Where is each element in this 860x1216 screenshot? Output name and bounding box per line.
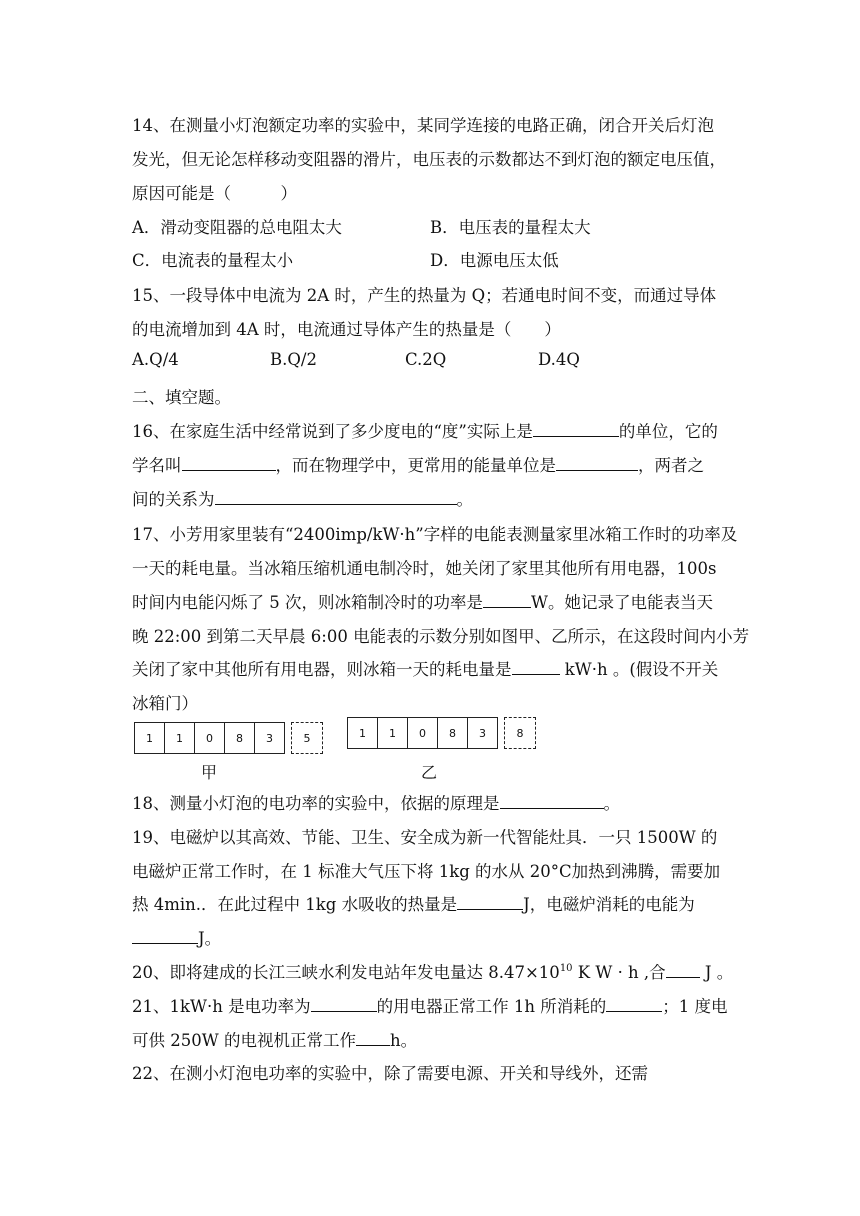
q18-blank-1[interactable]: [500, 791, 604, 809]
q18-text-a: 18、测量小灯泡的电功率的实验中，依据的原理是: [132, 794, 500, 813]
q19-line-4: [132, 925, 221, 949]
q16-line-2: [132, 452, 704, 476]
meter-jia-decimal: 5: [291, 722, 323, 754]
q15-option-b: B.Q/2: [270, 350, 317, 369]
meter-jia-digit: 0: [194, 722, 225, 754]
q17-line-6: 冰箱门）: [132, 694, 198, 713]
q18-line-1: [132, 790, 620, 814]
q19-blank-2[interactable]: [132, 926, 198, 944]
q14-line-3: 原因可能是（ ）: [132, 184, 297, 203]
q16-line-1: [132, 418, 718, 442]
q16-blank-3[interactable]: [556, 453, 638, 471]
q16-text-3a: 间的关系为: [132, 490, 215, 509]
meter-jia-digit: 3: [254, 722, 285, 754]
meter-yi-digit: 8: [437, 717, 468, 749]
q21-blank-3[interactable]: [356, 1028, 390, 1046]
q17-line-5: [132, 656, 718, 680]
meter-jia-digit: 1: [164, 722, 195, 754]
meter-yi-digit: 1: [377, 717, 408, 749]
q16-blank-1[interactable]: [533, 419, 619, 437]
q17-line-3: [132, 589, 713, 613]
meter-jia-digit: 1: [134, 722, 165, 754]
meter-yi-digit: 0: [407, 717, 438, 749]
q19-blank-1[interactable]: [457, 892, 523, 910]
meter-yi-decimal: 8: [504, 717, 536, 749]
q19-text-3b: J，电磁炉消耗的电能为: [523, 895, 695, 914]
meter-yi-digit: 1: [347, 717, 378, 749]
q17-text-5b: kW·h 。(假设不开关: [564, 660, 719, 679]
q19-line-2: 电磁炉正常工作时，在 1 标准大气压下将 1kg 的水从 20°C加热到沸腾，需要加: [132, 862, 721, 881]
q17-blank-1[interactable]: [483, 590, 531, 608]
q21-text-1a: 21、1kW·h 是电功率为: [132, 997, 311, 1016]
q21-line-2: [132, 1027, 417, 1051]
q14-line-2: 发光，但无论怎样移动变阻器的滑片，电压表的示数都达不到灯泡的额定电压值，: [132, 150, 726, 169]
q19-line-3: [132, 891, 695, 915]
q17-text-3b: W。她记录了电能表当天: [531, 593, 713, 612]
q17-line-4: 晚 22:00 到第二天早晨 6:00 电能表的示数分别如图甲、乙所示，在这段时间内小芳: [132, 627, 750, 646]
q21-line-1: [132, 993, 727, 1017]
q20-text-b: K W · h ,合: [572, 963, 666, 982]
q21-text-2b: h。: [389, 1031, 418, 1050]
q22-line-1: 22、在测小灯泡电功率的实验中，除了需要电源、开关和导线外，还需: [132, 1064, 648, 1083]
q14-option-b: B．电压表的量程太大: [430, 218, 591, 237]
q21-text-2a: 可供 250W 的电视机正常工作: [132, 1031, 356, 1050]
q15-line-2: 的电流增加到 4A 时，电流通过导体产生的热量是（ ）: [132, 320, 561, 339]
q16-text-1a: 16、在家庭生活中经常说到了多少度电的“度”实际上是: [132, 422, 533, 441]
q16-text-1b: 的单位，它的: [618, 422, 718, 441]
q17-line-2: 一天的耗电量。当冰箱压缩机通电制冷时，她关闭了家里其他所有用电器，100s: [132, 559, 717, 578]
q14-line-1: 14、在测量小灯泡额定功率的实验中，某同学连接的电路正确，闭合开关后灯泡: [132, 116, 714, 135]
q21-blank-2[interactable]: [606, 994, 662, 1012]
q15-line-1: 15、一段导体中电流为 2A 时，产生的热量为 Q；若通电时间不变，而通过导体: [132, 286, 717, 305]
q14-option-c: C．电流表的量程太小: [132, 251, 294, 270]
q14-option-a: A．滑动变阻器的总电阻太大: [132, 218, 342, 237]
q20-text-a: 20、即将建成的长江三峡水利发电站年发电量达 8.47×10: [132, 963, 560, 982]
q16-text-2b: ，而在物理学中，更常用的能量单位是: [275, 456, 556, 475]
q19-text-3a: 热 4min.．在此过程中 1kg 水吸收的热量是: [132, 895, 458, 914]
q16-text-2c: ，两者之: [638, 456, 704, 475]
q18-text-b: 。: [603, 794, 620, 813]
q21-text-1b: 的用电器正常工作 1h 所消耗的: [376, 997, 607, 1016]
meter-yi: [347, 717, 536, 749]
q19-text-4b: J。: [198, 929, 222, 948]
q19-line-1: 19、电磁炉以其高效、节能、卫生、安全成为新一代智能灶具．一只 1500W 的: [132, 828, 718, 847]
q17-text-3a: 时间内电能闪烁了 5 次，则冰箱制冷时的功率是: [132, 593, 483, 612]
q21-blank-1[interactable]: [311, 994, 377, 1012]
q17-blank-2[interactable]: [512, 657, 560, 675]
q20-line-1: [132, 959, 733, 983]
q20-blank-1[interactable]: [666, 960, 700, 978]
meter-jia: [134, 722, 323, 754]
q21-text-1c: ；1 度电: [662, 997, 728, 1016]
meter-yi-caption: 乙: [421, 763, 438, 782]
q20-exponent: 10: [559, 963, 573, 974]
q16-blank-2[interactable]: [182, 453, 276, 471]
meter-yi-digit: 3: [467, 717, 498, 749]
q14-option-d: D．电源电压太低: [430, 251, 559, 270]
q16-blank-4[interactable]: [215, 487, 457, 505]
meter-jia-digit: 8: [224, 722, 255, 754]
q15-option-c: C.2Q: [405, 350, 447, 369]
q16-text-2a: 学名叫: [132, 456, 182, 475]
q15-option-a: A.Q/4: [132, 350, 179, 369]
q16-text-3b: 。: [456, 490, 473, 509]
section-heading: 二、填空题。: [132, 388, 231, 407]
q17-text-5a: 关闭了家中其他所有用电器，则冰箱一天的耗电量是: [132, 660, 512, 679]
meter-jia-caption: 甲: [201, 763, 218, 782]
q17-line-1: 17、小芳用家里装有“2400imp/kW·h”字样的电能表测量家里冰箱工作时的功率及: [132, 525, 738, 544]
q15-option-d: D.4Q: [538, 350, 580, 369]
q20-text-c: J 。: [699, 963, 734, 982]
q16-line-3: [132, 486, 473, 510]
